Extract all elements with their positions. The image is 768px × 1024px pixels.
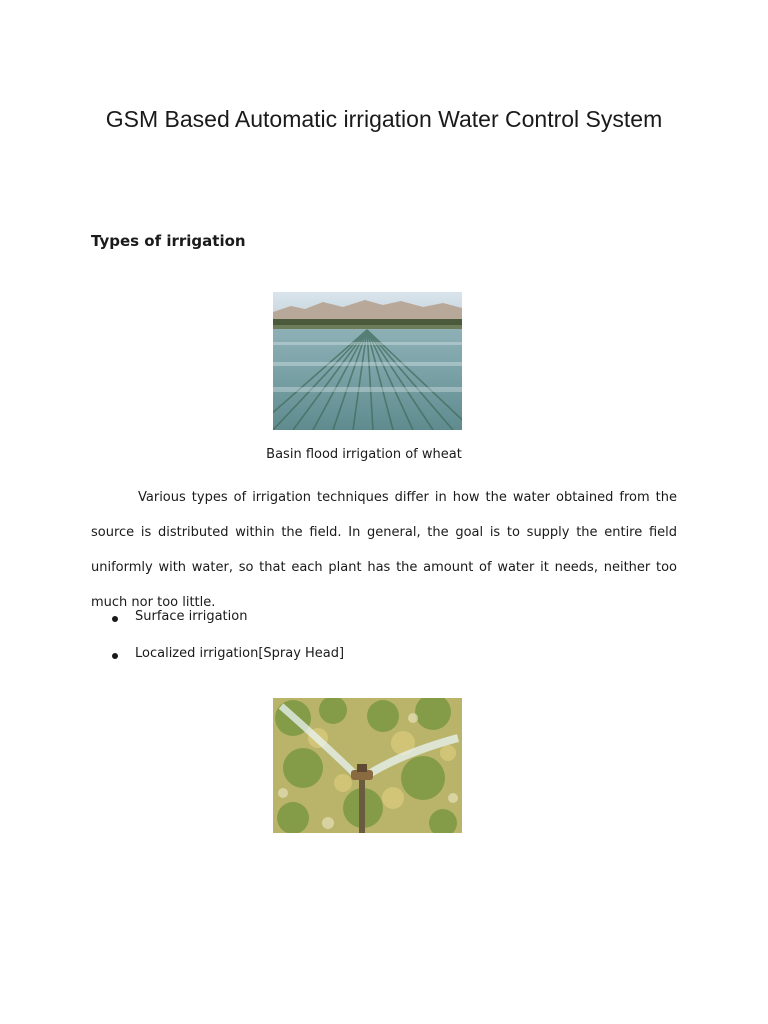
spray-head-sprinkler-photo	[273, 698, 462, 833]
document-title: GSM Based Automatic irrigation Water Control System	[105, 106, 663, 132]
list-item-label: Localized irrigation[Spray Head]	[135, 646, 345, 661]
figure-caption: Basin flood irrigation of wheat	[266, 447, 462, 462]
bullet-icon	[112, 616, 118, 622]
sprinkler-image	[273, 698, 462, 833]
list-item-label: Surface irrigation	[135, 609, 248, 624]
flooded-field-image	[273, 292, 462, 430]
basin-flood-irrigation-photo	[273, 292, 462, 430]
section-heading: Types of irrigation	[91, 232, 246, 250]
bullet-icon	[112, 653, 118, 659]
body-paragraph: Various types of irrigation techniques differ in how the water obtained from the source is distributed within the field. In general, the goal is to supply the entire field uniformly with water, so that each plant has the amount of water it needs, neither too much nor too little.	[91, 490, 677, 610]
